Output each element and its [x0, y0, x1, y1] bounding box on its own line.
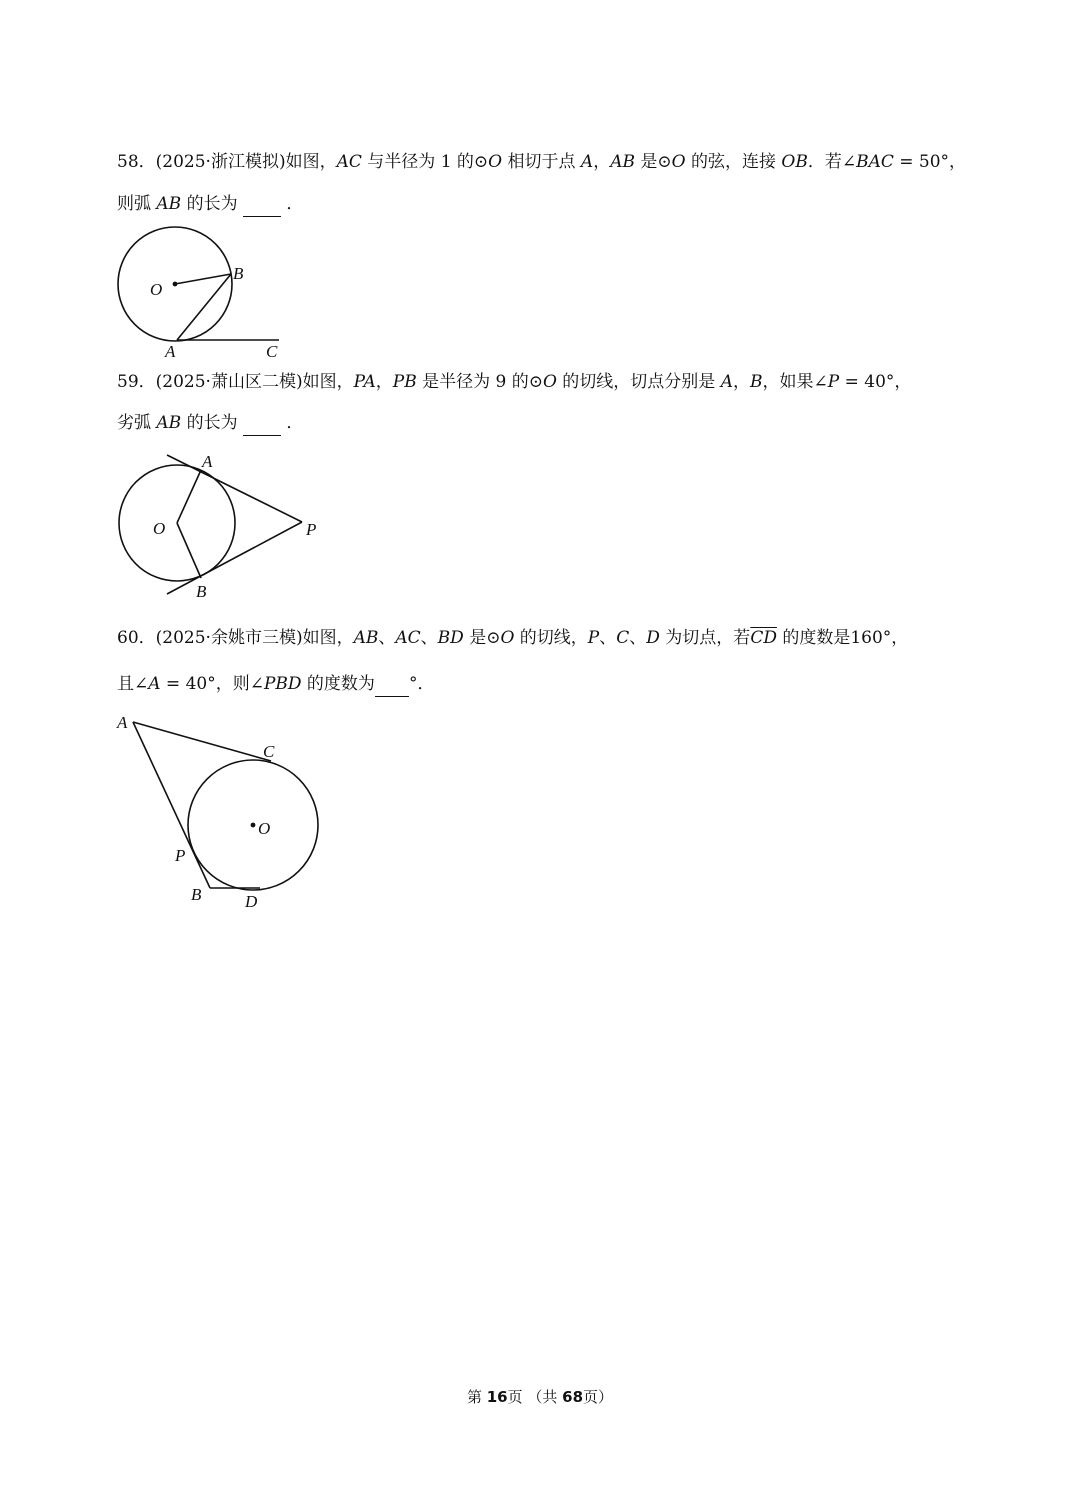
q58-var: BAC: [856, 152, 894, 172]
q59-var: O: [542, 372, 557, 392]
q58-var: O: [671, 152, 686, 172]
q58-text: ．若∠: [807, 152, 857, 172]
q60-label-D: D: [245, 892, 258, 911]
q58-var: AB: [156, 194, 182, 214]
q60-var: P: [587, 628, 600, 648]
q58-text: 是⊙: [634, 152, 672, 172]
q58-line2: [117, 192, 303, 217]
q58-text: 如图，: [285, 152, 337, 172]
q58-var: OB: [781, 152, 808, 172]
q59-var: B: [750, 372, 763, 392]
q59-text: ，: [375, 372, 393, 392]
answer-blank[interactable]: [243, 411, 281, 436]
answer-blank[interactable]: [375, 672, 409, 697]
q60-var: BD: [437, 628, 464, 648]
q59-text: 是半径为 9 的⊙: [416, 372, 543, 392]
q60-tangent-AB: [133, 722, 210, 888]
q58-text: 相切于点: [502, 152, 581, 172]
q58-label-O: O: [150, 280, 163, 299]
q59-text: 的切线，切点分别是: [556, 372, 721, 392]
q58-label-A: A: [165, 342, 176, 361]
q60-text: 是⊙: [463, 628, 501, 648]
q59-text: = 40°，: [839, 372, 912, 392]
q58-text: ，: [593, 152, 611, 172]
q60-var: D: [646, 628, 660, 648]
q58-label-C: C: [266, 342, 278, 361]
q58-label-B: B: [233, 264, 244, 283]
q59-line2: [117, 411, 303, 436]
answer-blank[interactable]: [243, 192, 281, 217]
q60-text: 为切点，若: [659, 628, 751, 648]
q59-radius-OA: [177, 470, 201, 523]
page-footer: [0, 1386, 1080, 1407]
q59-label-A: A: [202, 452, 213, 471]
q60-var: C: [616, 628, 630, 648]
q60-label-C: C: [263, 742, 275, 761]
page-number: 16: [486, 1388, 508, 1406]
q58-source: 2025·浙江模拟: [162, 152, 279, 172]
q59-text: ，: [733, 372, 750, 392]
q59-var: AB: [156, 413, 182, 433]
q59-figure: [110, 448, 330, 603]
q58-text: 与半径为 1 的⊙: [361, 152, 489, 172]
q58-var: AC: [336, 152, 362, 172]
q59-text: 如图，: [302, 372, 354, 392]
footer-text: 第: [466, 1388, 487, 1406]
q59-var: PB: [392, 372, 417, 392]
q60-text: = 40°，则∠: [160, 674, 264, 694]
q58-text: 则弧: [117, 194, 157, 214]
q58-var: A: [580, 152, 594, 172]
q60-text: 的切线，: [514, 628, 588, 648]
q58-segment-OB: [175, 274, 231, 284]
q60-text: 如图，: [302, 628, 354, 648]
q60-text: 且∠: [117, 674, 149, 694]
q60-line2: [117, 672, 434, 697]
q59-text: 的长为: [181, 413, 238, 433]
q60-arc-var: $\overline{CD}$: [750, 628, 777, 648]
q58-chord-AB: [177, 274, 231, 340]
footer-text: 页 （共: [507, 1388, 563, 1406]
q60-label-O: O: [258, 819, 271, 838]
q60-var: PBD: [263, 674, 302, 694]
q59-number: 59: [117, 372, 139, 392]
q59-text: ，如果∠: [762, 372, 828, 392]
q58-var: AB: [610, 152, 635, 172]
page-total: 68: [562, 1388, 584, 1406]
footer-text: 页）: [583, 1388, 614, 1406]
q60-text: 的度数为: [301, 674, 375, 694]
q59-text: ．: [286, 413, 304, 433]
q58-figure: [110, 222, 300, 362]
q60-text: 、: [378, 628, 396, 648]
q59-var: P: [827, 372, 840, 392]
q59-label-B: B: [196, 582, 207, 601]
q60-line1: 60．(2025·余姚市三模)如图，AB、AC、BD 是⊙O 的切线，P、C、D 为切点，若$\overline{CD}$ 的度数是160°，: [117, 628, 909, 648]
q60-text: 的度数是160°，: [776, 628, 909, 648]
q58-text: 的长为: [181, 194, 238, 214]
q60-text: 、: [599, 628, 617, 648]
q58-text: = 50°，: [893, 152, 967, 172]
q59-line1: 59．(2025·萧山区二模)如图，PA，PB 是半径为 9 的⊙O 的切线，切点分别是 A，B，如果∠P = 40°，: [117, 372, 912, 392]
q60-label-B: B: [191, 885, 202, 904]
q59-var: PA: [353, 372, 376, 392]
q60-var: O: [500, 628, 515, 648]
q58-var: O: [488, 152, 503, 172]
q59-var: A: [720, 372, 733, 392]
q60-figure: [110, 708, 330, 913]
q60-label-A: A: [117, 713, 128, 732]
q58-number: 58: [117, 152, 139, 172]
q60-tangent-AC: [133, 722, 271, 761]
q60-source: 2025·余姚市三模: [162, 628, 296, 648]
q59-text: 劣弧: [117, 413, 157, 433]
q60-text: 、: [629, 628, 647, 648]
q60-text: °．: [408, 674, 435, 694]
q60-var: AC: [395, 628, 421, 648]
q59-label-O: O: [153, 519, 166, 538]
q58-text: ．: [286, 194, 304, 214]
q59-source: 2025·萧山区二模: [162, 372, 296, 392]
q59-radius-OB: [177, 523, 201, 578]
q60-var: AB: [353, 628, 379, 648]
q60-label-P: P: [175, 846, 186, 865]
q59-label-P: P: [306, 520, 317, 539]
q60-text: 、: [420, 628, 438, 648]
q60-number: 60: [117, 628, 139, 648]
q60-var: A: [148, 674, 161, 694]
q58-line1: 58．(2025·浙江模拟)如图，AC 与半径为 1 的⊙O 相切于点 A，AB 是⊙O 的弦，连接 OB．若∠BAC = 50°，: [117, 152, 967, 172]
q58-text: 的弦，连接: [685, 152, 782, 172]
q60-center-dot: [251, 823, 256, 828]
